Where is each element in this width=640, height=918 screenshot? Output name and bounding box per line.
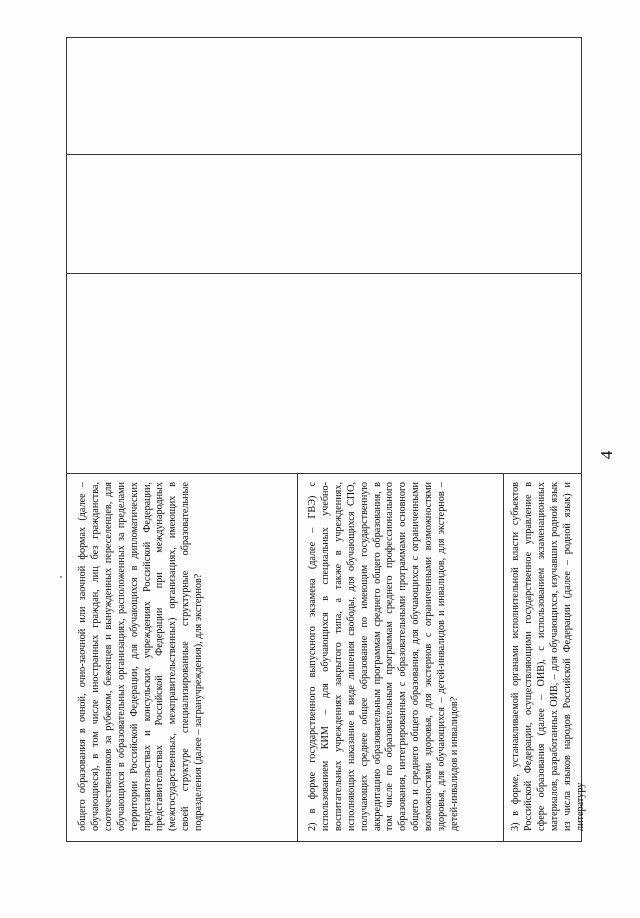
column-divider-2 (67, 273, 581, 274)
document-table (66, 37, 586, 842)
page-number: 4 (597, 450, 616, 460)
column-divider-3 (67, 154, 581, 155)
table-cell-row-1: общего образования в очной, очно-заочной или заочной формах (далее – обучающиеся), в том числе иностранных граждан, лиц без гражданства, соотечественников за рубежом, беженцев и вынужденных переселенцев, для обучающихся в образовательных организациях, расположенных за пределами территории Российской Федерации, для обучающихся в дипломатических представительствах и консульских учреждениях Российской Федерации, представительствах Российской Федерации при международных (межгосударственных, межправительственных) организациях, имеющих в своей структуре специализированные структурные образовательные подразделения (далее – загранучреждения), для экстернов? (77, 482, 205, 831)
table-cell-row-2: 2) в форме государственного выпускного экзамена (далее – ГВЭ) с использованием КИМ – для обучающихся в специальных учебно-воспитательных учреждениях закрытого типа, а также в учреждениях, исполняющих наказание в виде лишения свободы, для обучающихся СПО, получающих среднее общее образование по имеющим государственную аккредитацию образовательным программам среднего общего образования, в том числе по образовательным программам среднего профессионального образования, интегрированным с образовательными программами основного общего и среднего общего образования, для обучающихся с ограниченными возможностями здоровья, для экстернов с ограниченными возможностями здоровья, для обучающихся – детей-инвалидов и инвалидов, для экстернов – детей-инвалидов и инвалидов? (307, 482, 460, 831)
row-divider-2 (503, 474, 504, 841)
row-divider-1 (297, 474, 298, 841)
table-cell-row-3: 3) в форме, устанавливаемой органами исполнительной власти субъектов Российской Федерации, осуществляющими государственное управление в сфере образования (далее – ОИВ), с использованием экзаменационных материалов, разработанных ОИВ, – для обучающихся, изучавших родной язык из числа языков народов Российской Федерации (далее – родной язык) и литературу (510, 482, 586, 831)
scan-speck (60, 576, 62, 578)
